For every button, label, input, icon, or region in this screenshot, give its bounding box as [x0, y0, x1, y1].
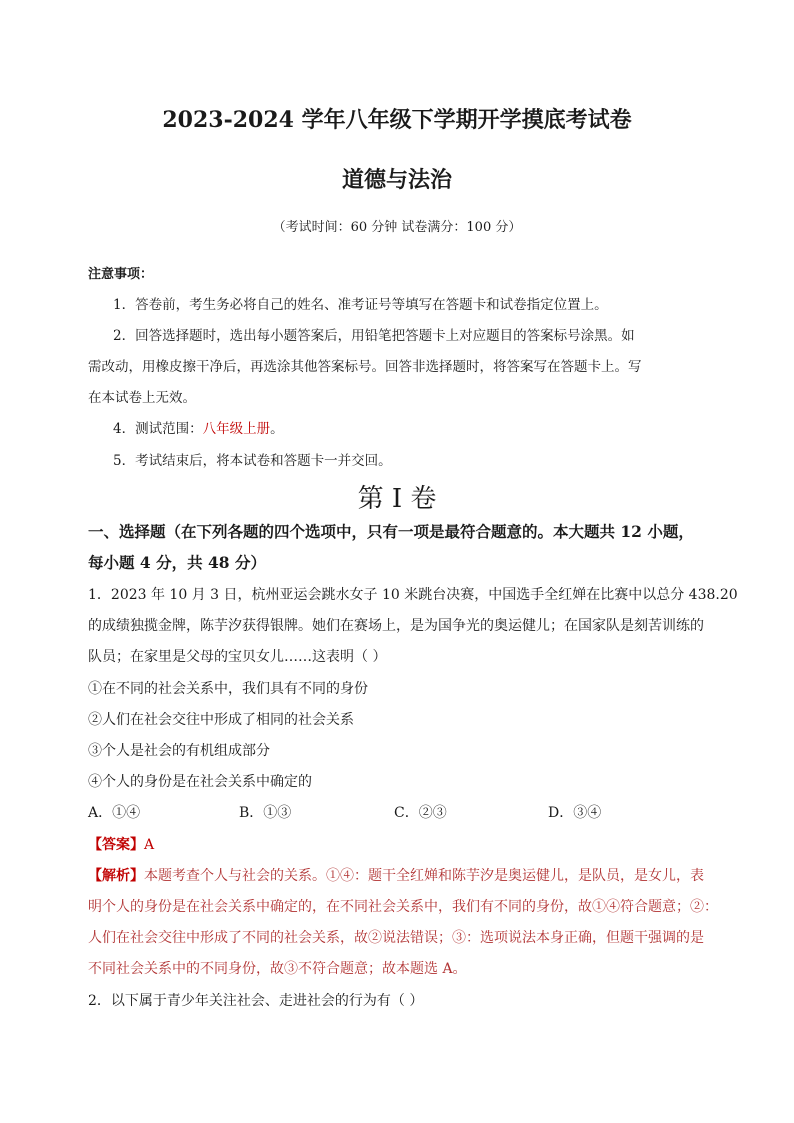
note-item-3-suffix: 。	[270, 421, 284, 437]
option-b: B．①③	[239, 805, 292, 821]
note-item-2-line3: 在本试卷上无效。	[88, 390, 196, 406]
note-item-3-prefix: 4．测试范围：	[113, 421, 203, 437]
question-1-line1: 1．2023 年 10 月 3 日，杭州亚运会跳水女子 10 米跳台决赛，中国选手全红婵在比赛中以总分 438.20	[88, 587, 738, 603]
option-c: C．②③	[394, 805, 447, 821]
note-item-1: 1．答卷前，考生务必将自己的姓名、准考证号等填写在答题卡和试卷指定位置上。	[113, 297, 608, 313]
question-1-line3: 队员；在家里是父母的宝贝女儿……这表明（ ）	[88, 649, 387, 665]
note-item-2-line2: 需改动，用橡皮擦干净后，再选涂其他答案标号。回答非选择题时，将答案写在答题卡上。写	[88, 359, 642, 375]
part-heading-line2: 每小题 4 分，共 48 分）	[88, 553, 266, 572]
analysis-line4: 不同社会关系中的不同身份，故③不符合题意；故本题选 A。	[88, 961, 467, 977]
exam-meta: （考试时间：60 分钟 试卷满分：100 分）	[272, 220, 522, 235]
analysis-tag: 【解析】	[88, 868, 144, 884]
question-2-line1: 2．以下属于青少年关注社会、走进社会的行为有（ ）	[88, 993, 424, 1009]
subject-title: 道德与法治	[341, 167, 452, 193]
section-heading: 第 I 卷	[357, 484, 437, 514]
note-item-4: 5．考试结束后，将本试卷和答题卡一并交回。	[113, 453, 392, 469]
statement-4: ④个人的身份是在社会关系中确定的	[88, 774, 312, 790]
analysis-line1	[88, 865, 704, 885]
option-d: D．③④	[548, 805, 602, 821]
test-scope: 八年级上册	[202, 421, 271, 437]
analysis-text-1: 本题考查个人与社会的关系。①④：题干全红婵和陈芋汐是奥运健儿，是队员，是女儿，表	[144, 868, 704, 884]
question-1-line2: 的成绩独揽金牌，陈芋汐获得银牌。她们在赛场上，是为国争光的奥运健儿；在国家队是刻苦训练的	[88, 618, 704, 634]
statement-2: ②人们在社会交往中形成了相同的社会关系	[88, 712, 354, 728]
option-a: A．①④	[88, 805, 141, 821]
answer-line	[88, 834, 154, 854]
answer-tag: 【答案】	[88, 837, 144, 853]
statement-1: ①在不同的社会关系中，我们具有不同的身份	[88, 681, 368, 697]
part-heading-line1: 一、选择题（在下列各题的四个选项中，只有一项是最符合题意的。本大题共 12 小题，	[88, 522, 694, 541]
note-item-2-line1: 2．回答选择题时，选出每小题答案后，用铅笔把答题卡上对应题目的答案标号涂黑。如	[113, 328, 635, 344]
notes-heading: 注意事项：	[88, 267, 154, 282]
exam-title: 2023-2024 学年八年级下学期开学摸底考试卷	[162, 107, 632, 133]
answer-value: A	[144, 837, 155, 853]
analysis-line2: 明个人的身份是在社会关系中确定的，在不同社会关系中，我们有不同的身份，故①④符合题意；②：	[88, 899, 718, 915]
analysis-line3: 人们在社会交往中形成了不同的社会关系，故②说法错误；③：选项说法本身正确，但题干强调的是	[88, 930, 704, 946]
statement-3: ③个人是社会的有机组成部分	[88, 743, 270, 759]
note-item-3	[113, 417, 284, 437]
